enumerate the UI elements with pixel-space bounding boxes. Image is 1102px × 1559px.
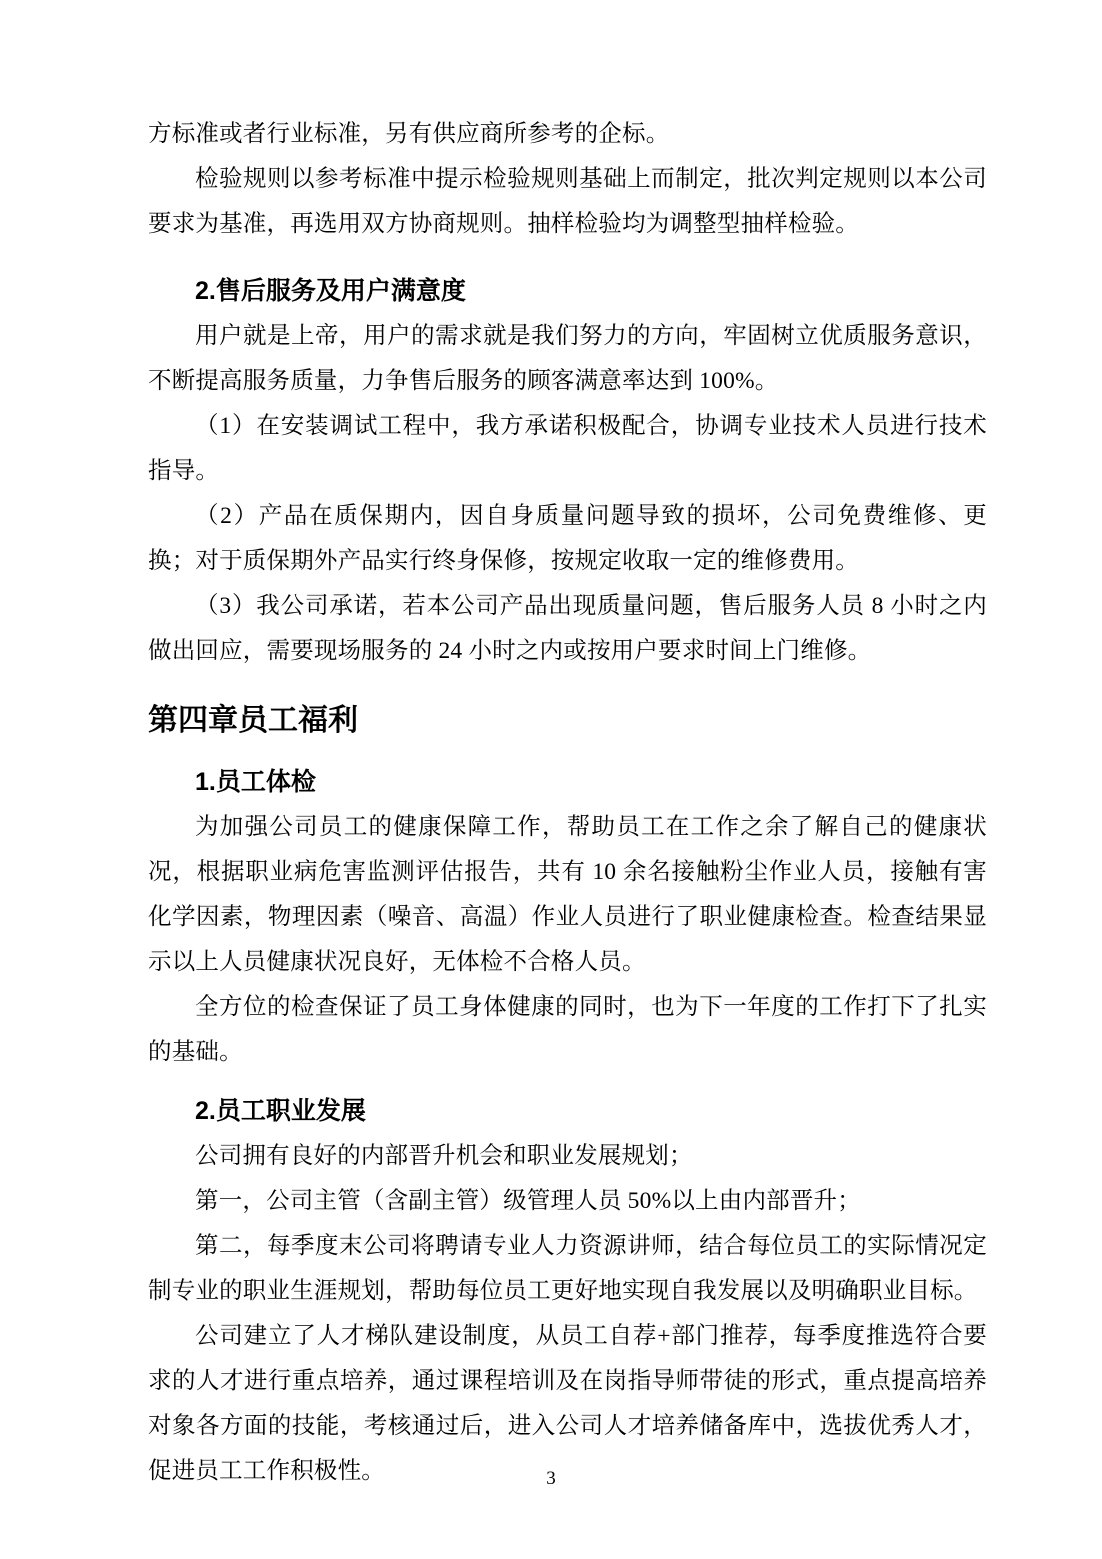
page-number: 3 (546, 1468, 556, 1489)
heading-employee-medical-check: 1.员工体检 (195, 768, 316, 796)
spacer (148, 674, 987, 696)
paragraph-commitment-2: （2）产品在质保期内，因自身质量问题导致的损坏，公司免费维修、更换；对于质保期外产品实行终身保修，按规定收取一定的维修费用。 (148, 503, 987, 574)
paragraph-health-check-summary: 全方位的检查保证了员工身体健康的同时，也为下一年度的工作打下了扎实的基础。 (148, 994, 987, 1065)
paragraph-talent-pipeline: 公司建立了人才梯队建设制度，从员工自荐+部门推荐，每季度推选符合要求的人才进行重点培养，通过课程培训及在岗指导师带徒的形式，重点提高培养对象各方面的技能，考核通过后，进入公司人才培养储备库中，选拔优秀人才，促进员工工作积极性。 (148, 1323, 987, 1484)
heading-employee-career-development: 2.员工职业发展 (195, 1097, 366, 1125)
spacer (148, 1075, 987, 1089)
spacer (148, 247, 987, 269)
paragraph-inspection-rules: 检验规则以参考标准中提示检验规则基础上而制定，批次判定规则以本公司要求为基准，再选用双方协商规则。抽样检验均为调整型抽样检验。 (148, 166, 987, 237)
paragraph-career-point-one: 第一，公司主管（含副主管）级管理人员 50%以上由内部晋升； (195, 1188, 861, 1214)
heading-after-sales-service: 2.售后服务及用户满意度 (195, 277, 466, 305)
paragraph-health-check-detail: 为加强公司员工的健康保障工作，帮助员工在工作之余了解自己的健康状况，根据职业病危害监测评估报告，共有 10 余名接触粉尘作业人员，接触有害化学因素，物理因素（噪音、高温）作业人员进行了职业健康检查。检查结果显示以上人员健康状况良好，无体检不合格人员。 (148, 814, 987, 975)
heading-chapter-four: 第四章员工福利 (148, 704, 358, 737)
paragraph-career-point-two: 第二，每季度末公司将聘请专业人力资源讲师，结合每位员工的实际情况定制专业的职业生涯规划，帮助每位员工更好地实现自我发展以及明确职业目标。 (148, 1233, 987, 1304)
paragraph-customer-first: 用户就是上帝，用户的需求就是我们努力的方向，牢固树立优质服务意识，不断提高服务质量，力争售后服务的顾客满意率达到 100%。 (148, 323, 987, 394)
paragraph-commitment-3: （3）我公司承诺，若本公司产品出现质量问题，售后服务人员 8 小时之内做出回应，需要现场服务的 24 小时之内或按用户要求时间上门维修。 (148, 593, 987, 664)
paragraph-standards: 方标准或者行业标准，另有供应商所参考的企标。 (148, 121, 670, 147)
spacer (148, 746, 987, 760)
paragraph-career-intro: 公司拥有良好的内部晋升机会和职业发展规划； (195, 1143, 693, 1169)
paragraph-commitment-1: （1）在安装调试工程中，我方承诺积极配合，协调专业技术人员进行技术指导。 (148, 413, 987, 484)
